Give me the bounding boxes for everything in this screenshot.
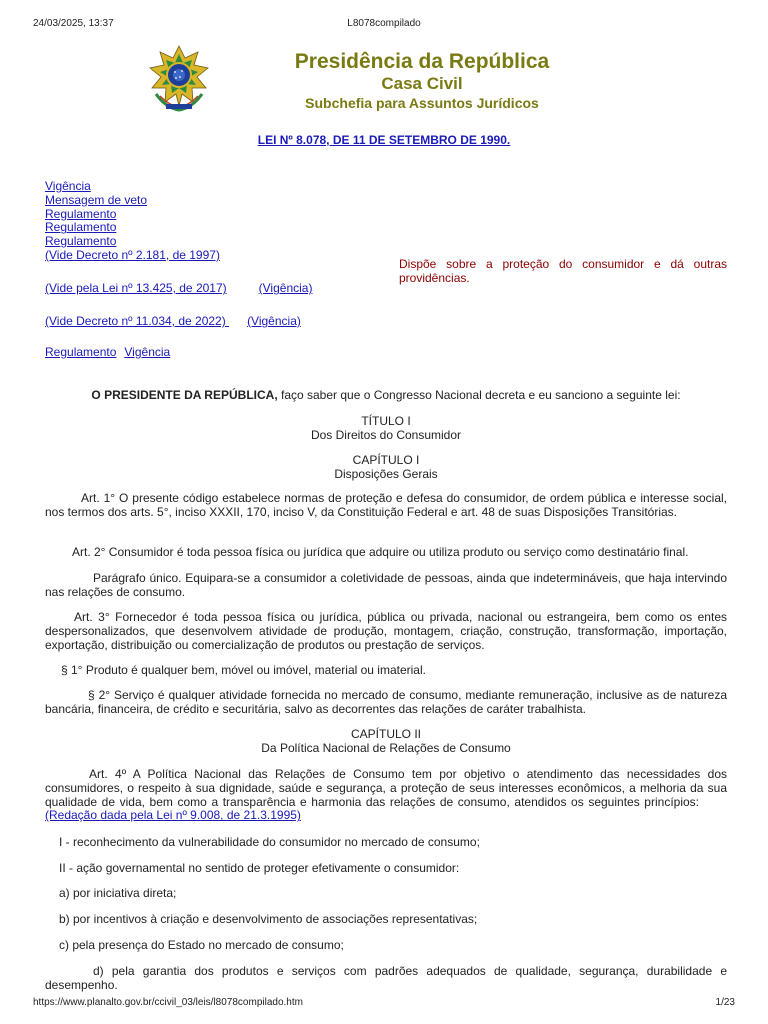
preamble-bold: O PRESIDENTE DA REPÚBLICA,: [91, 388, 278, 402]
titulo-label: TÍTULO I: [361, 414, 411, 428]
link-redacao-lei-9008[interactable]: (Redação dada pela Lei nº 9.008, de 21.3.1995): [45, 808, 301, 823]
inciso-2-a: a) por iniciativa direta;: [59, 886, 177, 900]
article-2: Art. 2° Consumidor é toda pessoa física ou jurídica que adquire ou utiliza produto ou serviço como destinatário final.: [72, 545, 689, 559]
print-page-number: 1/23: [715, 997, 735, 1008]
titulo-heading: [45, 415, 727, 443]
subchefia-title: Subchefia para Assuntos Jurídicos: [305, 95, 539, 111]
link-vigencia[interactable]: Vigência: [45, 179, 91, 193]
article-4: [45, 768, 727, 823]
links-row-regulamento: [45, 345, 170, 359]
link-vigencia-2017[interactable]: (Vigência): [258, 281, 313, 295]
link-regulamento-2[interactable]: Regulamento: [45, 220, 117, 235]
inciso-2-c: c) pela presença do Estado no mercado de consumo;: [59, 938, 344, 952]
government-header: [262, 50, 582, 112]
article-3: Art. 3° Fornecedor é toda pessoa física ou jurídica, pública ou privada, nacional ou estrangeira, bem como os entes despersonalizados, que desenvolvem atividade de produção, montagem, criação, construção, transformação, importação, exportação, distribuição ou comercialização de produtos ou prestação de serviços.: [45, 610, 727, 652]
links-row-2017: [45, 281, 312, 295]
link-vide-decreto-2181[interactable]: (Vide Decreto nº 2.181, de 1997): [45, 247, 220, 262]
article-3-par-2: § 2° Serviço é qualquer atividade fornecida no mercado de consumo, mediante remuneração, inclusive as de natureza bancária, financeira, de crédito e securitária, salvo as decorrentes das relações de caráter trabalhista.: [45, 688, 727, 716]
link-regulamento-1[interactable]: Regulamento: [45, 206, 117, 221]
capitulo-2-label: CAPÍTULO II: [350, 727, 421, 741]
print-footer: [33, 997, 735, 1011]
preamble-text: faço saber que o Congresso Nacional decreta e eu sanciono a seguinte lei:: [277, 388, 681, 402]
titulo-name: Dos Direitos do Consumidor: [310, 427, 462, 442]
article-3-par-1: § 1° Produto é qualquer bem, móvel ou imóvel, material ou imaterial.: [61, 663, 426, 677]
law-summary: Dispõe sobre a proteção do consumidor e dá outras providências.: [399, 257, 727, 285]
link-mensagem-veto[interactable]: Mensagem de veto: [45, 192, 148, 207]
link-regulamento-4[interactable]: Regulamento: [45, 345, 117, 359]
inciso-2-b: b) por incentivos à criação e desenvolvimento de associações representativas;: [59, 912, 478, 926]
capitulo-2-heading: [45, 728, 727, 756]
brazil-coat-of-arms-icon: [146, 44, 212, 114]
link-vigencia-4[interactable]: Vigência: [124, 345, 171, 359]
casa-civil-title: Casa Civil: [381, 74, 463, 93]
preamble: [45, 389, 727, 403]
inciso-1: I - reconhecimento da vulnerabilidade do consumidor no mercado de consumo;: [59, 835, 480, 849]
law-title-link[interactable]: LEI Nº 8.078, DE 11 DE SETEMBRO DE 1990.: [257, 133, 511, 147]
links-row-2022: [45, 314, 301, 328]
link-vide-decreto-11034[interactable]: (Vide Decreto nº 11.034, de 2022): [45, 314, 230, 328]
print-url: https://www.planalto.gov.br/ccivil_03/leis/l8078compilado.htm: [33, 997, 303, 1008]
print-header: [33, 18, 735, 32]
print-date: 24/03/2025, 13:37: [33, 18, 114, 29]
capitulo-label: CAPÍTULO I: [352, 453, 420, 467]
link-regulamento-3[interactable]: Regulamento: [45, 234, 117, 249]
article-1: Art. 1° O presente código estabelece normas de proteção e defesa do consumidor, de ordem pública e interesse social, nos termos dos arts. 5°, inciso XXXII, 170, inciso V, da Constituição Federal e art. 48 de suas Disposições Transitórias.: [45, 491, 727, 519]
capitulo-heading: [45, 454, 727, 482]
print-title: L8078compilado: [347, 18, 421, 29]
inciso-2: II - ação governamental no sentido de proteger efetivamente o consumidor:: [59, 861, 460, 875]
capitulo-name: Disposições Gerais: [334, 466, 438, 481]
article-4-text: Art. 4º A Política Nacional das Relações de Consumo tem por objetivo o atendimento das necessidades dos consumidores, o respeito à sua dignidade, saúde e segurança, a proteção de seus interesses econômicos, a melhoria da sua qualidade de vida, bem como a transparência e harmonia das relações de consumo, atendidos os seguintes princípios:: [45, 767, 727, 809]
article-2-paragraph: Parágrafo único. Equipara-se a consumidor a coletividade de pessoas, ainda que indetermináveis, que haja intervindo nas relações de consumo.: [45, 571, 727, 599]
related-links-list: [45, 180, 220, 263]
capitulo-2-name: Da Política Nacional de Relações de Consumo: [261, 740, 511, 755]
presidency-title: Presidência da República: [294, 50, 550, 73]
link-vigencia-2022[interactable]: (Vigência): [247, 314, 301, 328]
link-vide-lei-13425[interactable]: (Vide pela Lei nº 13.425, de 2017): [45, 281, 227, 295]
inciso-2-d: d) pela garantia dos produtos e serviços com padrões adequados de qualidade, segurança, durabilidade e desempenho.: [45, 964, 727, 992]
